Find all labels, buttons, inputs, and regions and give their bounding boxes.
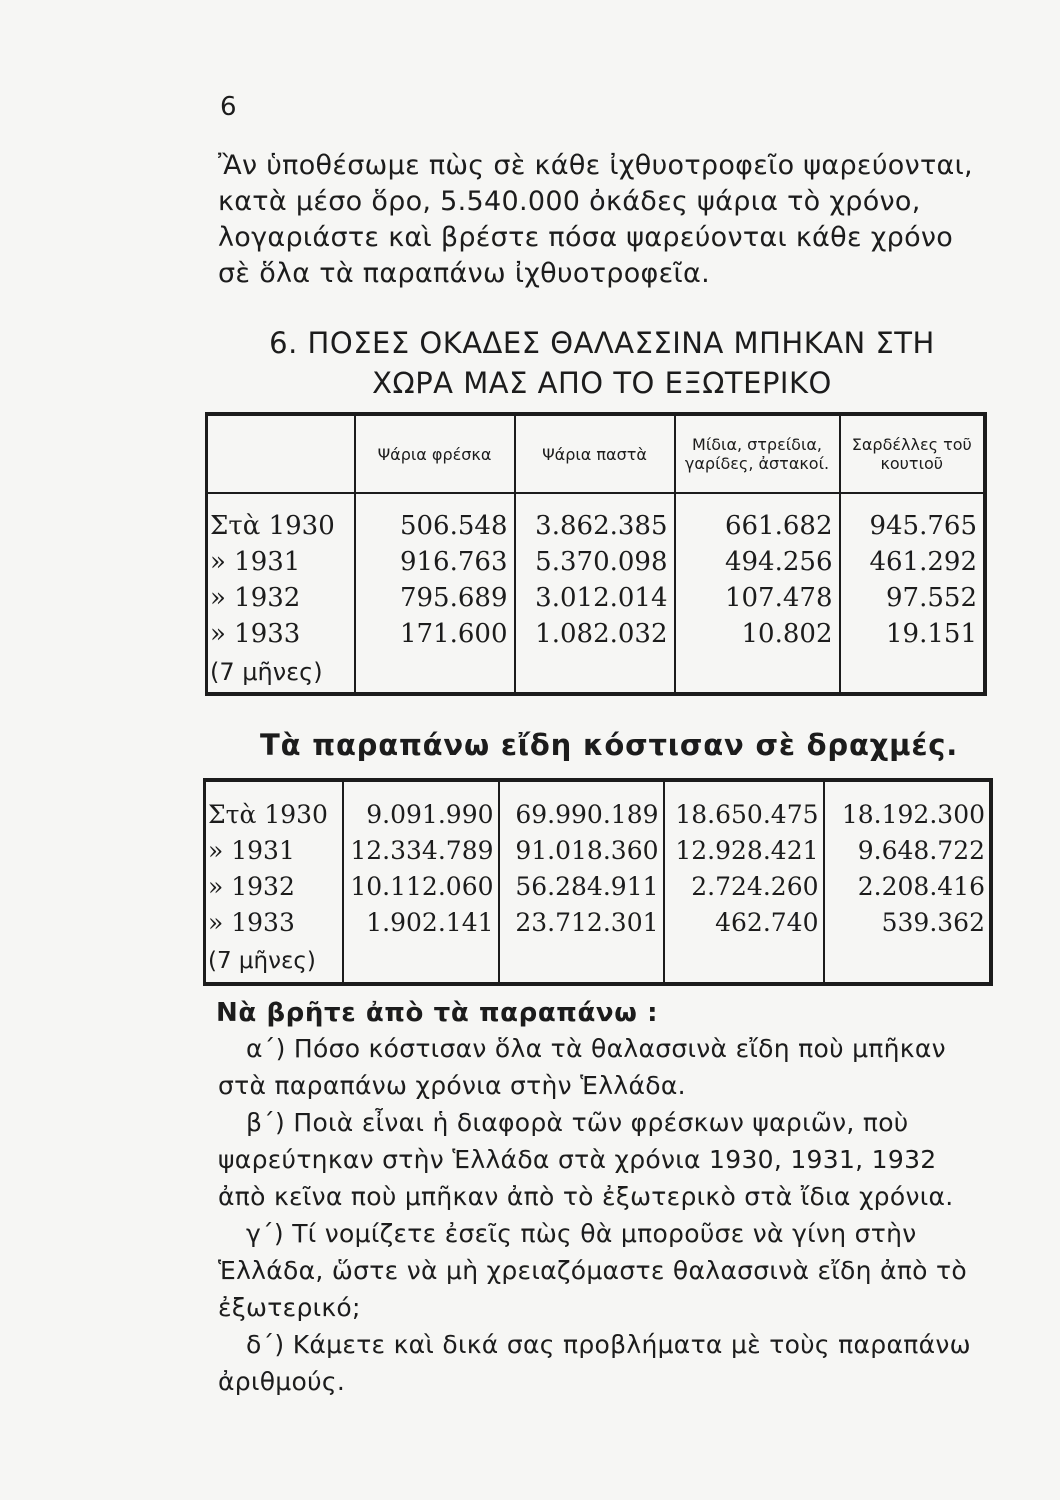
table-row	[207, 493, 986, 544]
year-cell: Στὰ 1930	[210, 511, 335, 541]
value-cell: 56.284.911	[499, 868, 664, 904]
value-cell: 97.552	[840, 580, 986, 616]
section-title-line2: ΧΩΡΑ ΜΑΣ ΑΠΟ ΤΟ ΕΞΩΤΕΡΙΚΟ	[372, 366, 832, 400]
year-cell: (7 μῆνες)	[208, 948, 316, 974]
value-cell: 18.192.300	[824, 780, 992, 832]
question-d: δ΄) Κάμετε καὶ δικά σας προβλήματα μὲ τοὺς παραπάνω ἀριθμούς.	[218, 1330, 971, 1396]
table-row	[205, 832, 992, 868]
value-cell: 2.724.260	[664, 868, 824, 904]
value-cell	[675, 652, 840, 694]
table-row	[207, 580, 986, 616]
value-cell: 10.802	[675, 616, 840, 652]
value-cell: 12.334.789	[343, 832, 499, 868]
intro-paragraph: Ἂν ὑποθέσωμε πὼς σὲ κάθε ἰχθυοτροφεῖο ψαρεύονται, κατὰ μέσο ὅρο, 5.540.000 ὀκάδες ψάρια τὸ χρόνο, λογαριάστε καὶ βρέστε πόσα ψαρεύονται κάθε χρόνο σὲ ὅλα τὰ παραπάνω ἰχθυοτροφεῖα.	[218, 150, 973, 289]
table-row	[205, 940, 992, 984]
value-cell	[824, 940, 992, 984]
value-cell	[499, 940, 664, 984]
value-cell: 539.362	[824, 904, 992, 940]
question-a: α΄) Πόσο κόστισαν ὅλα τὰ θαλασσινὰ εἴδη ποὺ μπῆκαν στὰ παραπάνω χρόνια στὴν Ἑλλάδα.	[218, 1034, 946, 1100]
year-cell: » 1932	[208, 871, 295, 901]
value-cell: 10.112.060	[343, 868, 499, 904]
table-row	[205, 868, 992, 904]
value-cell	[355, 652, 515, 694]
page-number: 6	[220, 92, 237, 122]
cost-subtitle: Τὰ παραπάνω εἴδη κόστισαν σὲ δραχμές.	[260, 728, 959, 762]
value-cell	[343, 940, 499, 984]
value-cell: 5.370.098	[515, 544, 675, 580]
value-cell: 3.012.014	[515, 580, 675, 616]
value-cell: 494.256	[675, 544, 840, 580]
value-cell: 795.689	[355, 580, 515, 616]
year-cell: » 1931	[208, 835, 295, 865]
value-cell: 461.292	[840, 544, 986, 580]
header-cell	[207, 414, 355, 493]
value-cell: 69.990.189	[499, 780, 664, 832]
table-row	[207, 652, 986, 694]
value-cell	[515, 652, 675, 694]
questions-heading: Νὰ βρῆτε ἀπὸ τὰ παραπάνω :	[216, 998, 659, 1028]
questions-list	[218, 1030, 990, 1400]
quantity-table	[205, 412, 987, 696]
value-cell: 3.862.385	[515, 493, 675, 544]
value-cell: 23.712.301	[499, 904, 664, 940]
value-cell: 9.648.722	[824, 832, 992, 868]
value-cell: 916.763	[355, 544, 515, 580]
value-cell	[664, 940, 824, 984]
value-cell: 91.018.360	[499, 832, 664, 868]
year-cell: Στὰ 1930	[208, 799, 328, 829]
header-cell: Μίδια, στρείδια, γαρίδες, ἀστακοί.	[675, 414, 840, 493]
year-cell: » 1932	[210, 583, 301, 613]
year-cell: (7 μῆνες)	[210, 658, 323, 686]
value-cell: 12.928.421	[664, 832, 824, 868]
header-cell: Σαρδέλλες τοῦ κουτιοῦ	[840, 414, 986, 493]
value-cell	[840, 652, 986, 694]
value-cell: 107.478	[675, 580, 840, 616]
cost-table	[203, 778, 993, 986]
value-cell: 18.650.475	[664, 780, 824, 832]
table-row	[205, 904, 992, 940]
table-row	[207, 616, 986, 652]
value-cell: 19.151	[840, 616, 986, 652]
question-b: β΄) Ποιὰ εἶναι ἡ διαφορὰ τῶν φρέσκων ψαριῶν, ποὺ ψαρεύτηκαν στὴν Ἑλλάδα στὰ χρόνια 1930, 1931, 1932 ἀπὸ κεῖνα ποὺ μπῆκαν ἀπὸ τὸ ἐξωτερικὸ στὰ ἴδια χρόνια.	[218, 1108, 954, 1211]
value-cell: 462.740	[664, 904, 824, 940]
year-cell: » 1931	[210, 547, 301, 577]
section-title-line1: 6. ΠΟΣΕΣ ΟΚΑΔΕΣ ΘΑΛΑΣΣΙΝΑ ΜΠΗΚΑΝ ΣΤΗ	[269, 326, 935, 360]
question-c: γ΄) Τί νομίζετε ἐσεῖς πὼς θὰ μποροῦσε νὰ γίνη στὴν Ἑλλάδα, ὥστε νὰ μὴ χρειαζόμαστε θαλασσινὰ εἴδη ἀπὸ τὸ ἐξωτερικό;	[218, 1219, 967, 1322]
value-cell: 9.091.990	[343, 780, 499, 832]
table-header-row	[207, 414, 986, 493]
header-cell: Ψάρια παστὰ	[515, 414, 675, 493]
value-cell: 661.682	[675, 493, 840, 544]
value-cell: 945.765	[840, 493, 986, 544]
value-cell: 1.902.141	[343, 904, 499, 940]
year-cell: » 1933	[208, 907, 295, 937]
table-row	[205, 780, 992, 832]
value-cell: 2.208.416	[824, 868, 992, 904]
value-cell: 1.082.032	[515, 616, 675, 652]
table-row	[207, 544, 986, 580]
value-cell: 506.548	[355, 493, 515, 544]
year-cell: » 1933	[210, 619, 301, 649]
value-cell: 171.600	[355, 616, 515, 652]
header-cell: Ψάρια φρέσκα	[355, 414, 515, 493]
